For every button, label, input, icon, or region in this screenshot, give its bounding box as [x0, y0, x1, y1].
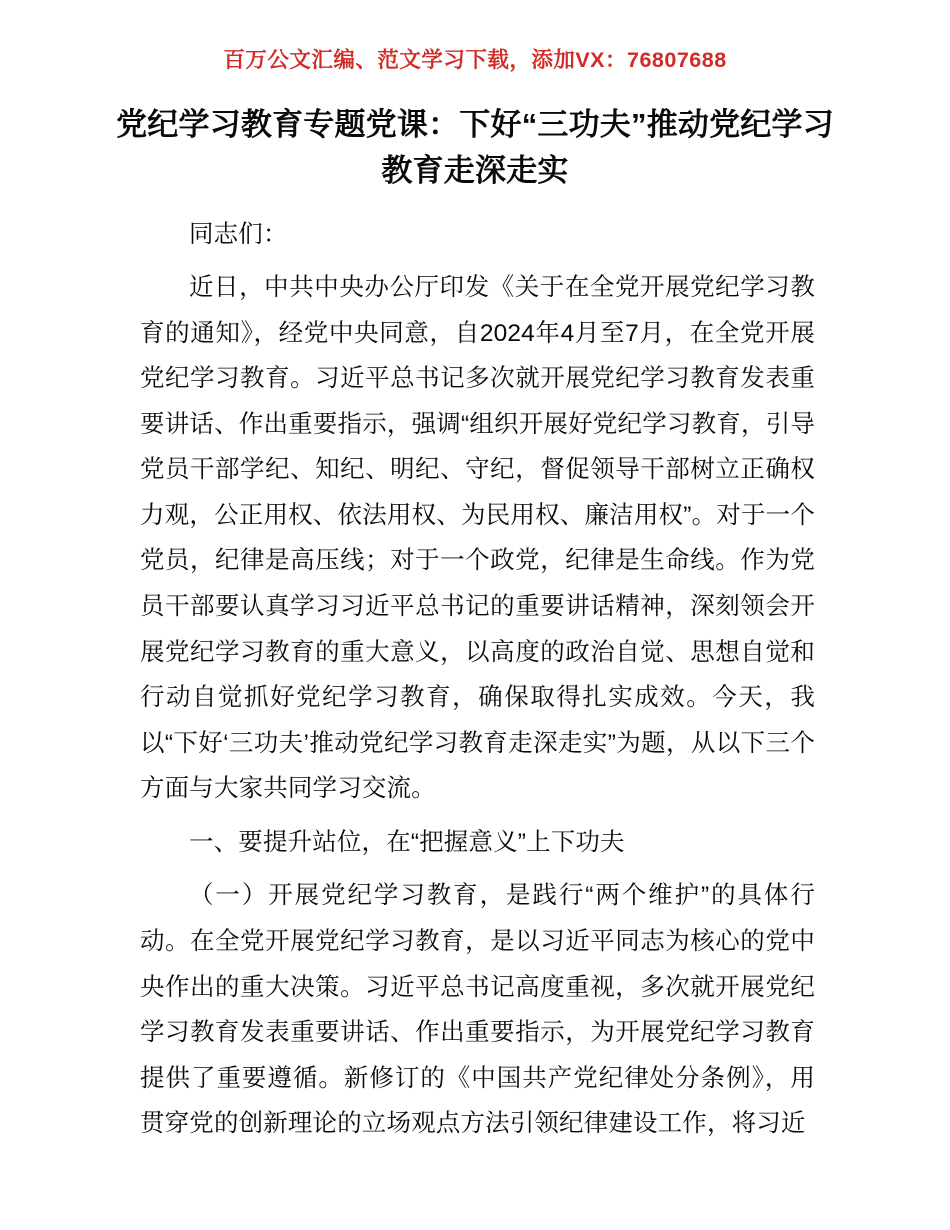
- paragraph-salutation: 同志们：: [189, 220, 288, 248]
- promo-header-banner: [0, 0, 950, 74]
- promo-header-text: 百万公文汇编、范文学习下载，添加VX：76807688: [223, 48, 727, 72]
- document-body: [0, 212, 950, 1147]
- section-heading-one: 一、要提升站位，在“把握意义”上下功夫: [189, 828, 625, 856]
- paragraph-section-1-1: （一）开展党纪学习教育，是践行“两个维护”的具体行动。在全党开展党纪学习教育，是以习近平同志为核心的党中央作出的重大决策。习近平总书记高度重视，多次就开展党纪学习教育发表重要讲话、作出重要指示，为开展党纪学习教育提供了重要遵循。新修订的《中国共产党纪律处分条例》，用贯穿党的创新理论的立场观点方法引领纪律建设工作，将习近: [140, 882, 815, 1138]
- paragraph-intro: 近日，中共中央办公厅印发《关于在全党开展党纪学习教育的通知》，经党中央同意，自2024年4月至7月，在全党开展党纪学习教育。习近平总书记多次就开展党纪学习教育发表重要讲话、作出重要指示，强调“组织开展好党纪学习教育，引导党员干部学纪、知纪、明纪、守纪，督促领导干部树立正确权力观，公正用权、依法用权、为民用权、廉洁用权”。对于一个党员，纪律是高压线；对于一个政党，纪律是生命线。作为党员干部要认真学习习近平总书记的重要讲话精神，深刻领会开展党纪学习教育的重大意义，以高度的政治自觉、思想自觉和行动自觉抓好党纪学习教育，确保取得扎实成效。今天，我以“下好‘三功夫’推动党纪学习教育走深走实”为题，从以下三个方面与大家共同学习交流。: [140, 274, 815, 803]
- document-title: 党纪学习教育专题党课：下好“三功夫”推动党纪学习教育走深走实: [116, 106, 834, 188]
